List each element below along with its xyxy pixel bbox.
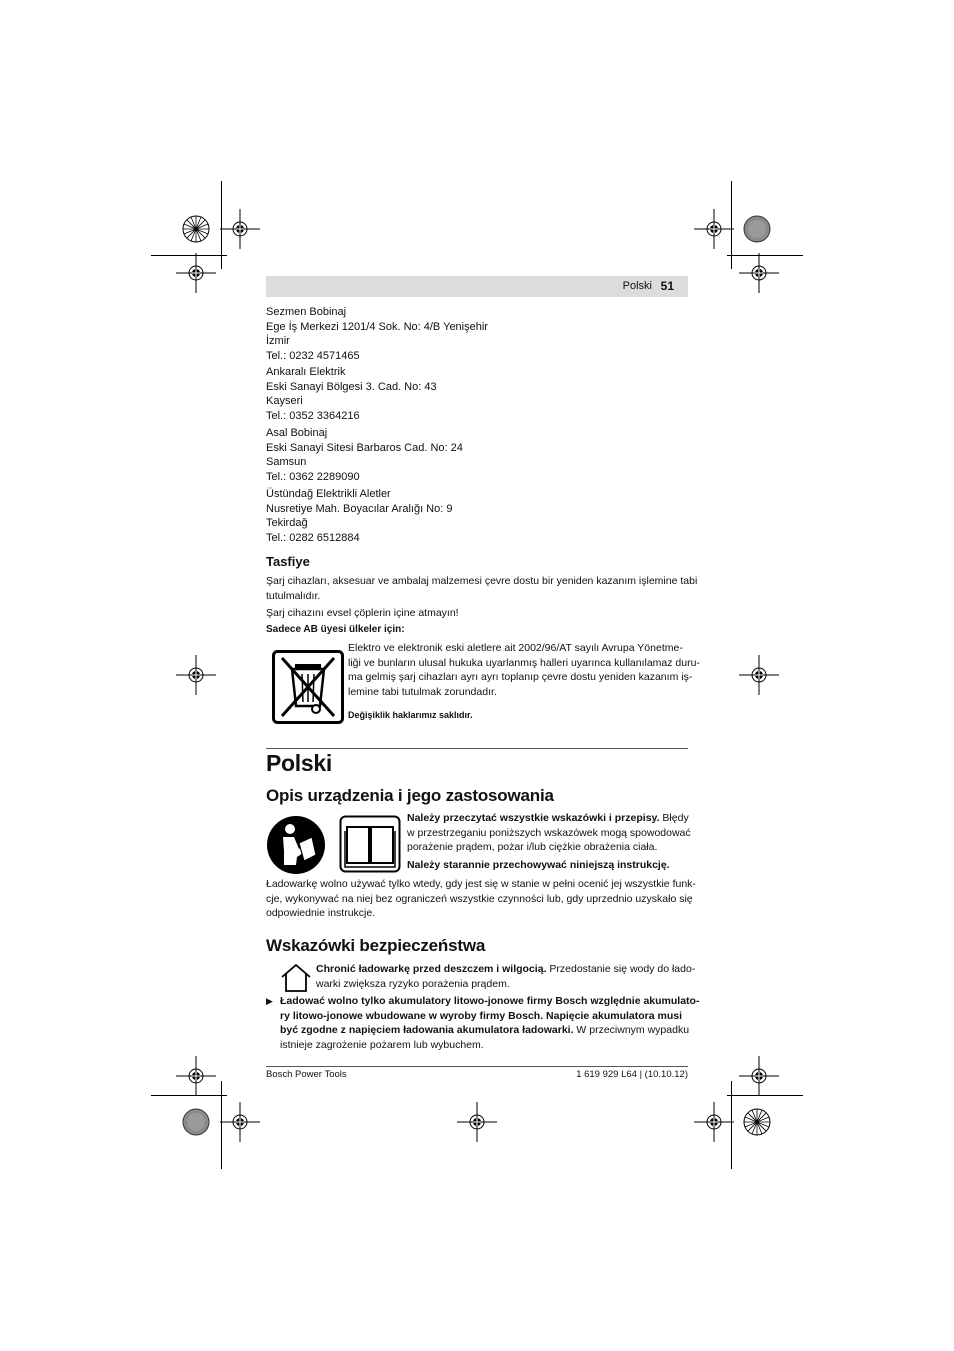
text-line: ry litowo-jonowe wbudowane w wyroby firmy Bosch. Napięcie akumulatora musi xyxy=(280,1009,682,1022)
address-phone: Tel.: 0282 6512884 xyxy=(266,531,360,544)
text-span: Błędy xyxy=(659,812,689,824)
text-line: ma gelmiş şarj cihazları ayrı ayrı toplanıp çevre dostu yeniden kazanım iş- xyxy=(348,671,693,683)
text-line: w przestrzeganiu poniższych wskazówek mogą spowodować xyxy=(407,826,691,839)
address-city: Kayseri xyxy=(266,395,303,407)
text-line: Ładować wolno tylko akumulatory litowo-jonowe firmy Bosch względnie akumulato- xyxy=(280,995,700,1007)
header-language: Polski xyxy=(622,280,652,292)
address-street: Ege İş Merkezi 1201/4 Sok. No: 4/B Yenişehir xyxy=(266,320,488,333)
address-phone: Tel.: 0352 3364216 xyxy=(266,409,360,422)
footer-brand: Bosch Power Tools xyxy=(266,1069,347,1080)
read-instructions-paragraph xyxy=(407,811,689,855)
page-number: 51 xyxy=(660,279,674,293)
address-name: Asal Bobinaj xyxy=(266,427,328,439)
usage-paragraph xyxy=(266,877,696,921)
text-line: Elektro ve elektronik eski aletlere ait 2002/96/AT sayılı Avrupa Yönetme- xyxy=(348,642,683,654)
section-divider xyxy=(266,748,688,749)
page-title: Polski xyxy=(266,750,332,776)
section-heading-description: Opis urządzenia i jego zastosowania xyxy=(266,786,554,805)
manual-book-icon xyxy=(339,815,401,873)
read-manual-icon xyxy=(266,815,326,875)
footer-rule xyxy=(266,1066,688,1067)
text-span: Przedostanie się wody do łado- xyxy=(546,963,696,975)
address-name: Üstündağ Elektrikli Aletler xyxy=(266,488,391,500)
bold-text: być zgodne z napięciem ładowania akumulatora ładowarki. xyxy=(280,1024,574,1036)
address-street: Eski Sanayi Bölgesi 3. Cad. No: 43 xyxy=(266,380,437,393)
page-header xyxy=(266,276,688,297)
text-line: Ładowarkę wolno używać tylko wtedy, gdy jest się w stanie w pełni ocenić jej wszystkie funk- xyxy=(266,878,696,890)
address-city: İzmir xyxy=(266,335,290,347)
text-line: lemine tabi tutulmak zorundadır. xyxy=(348,685,497,698)
address-city: Tekirdağ xyxy=(266,517,308,529)
address-phone: Tel.: 0362 2289090 xyxy=(266,470,360,483)
address-name: Ankaralı Elektrik xyxy=(266,366,346,378)
text-line: warki zwiększa ryzyko porażenia prądem. xyxy=(316,977,510,990)
keep-instructions: Należy starannie przechowywać niniejszą instrukcję. xyxy=(407,859,670,871)
eu-heading: Sadece AB üyesi ülkeler için: xyxy=(266,624,405,635)
tasfiye-paragraph xyxy=(266,574,698,603)
eu-paragraph xyxy=(348,641,700,699)
text-line: istnieje zagrożenie pożarem lub wybuchem. xyxy=(280,1038,484,1051)
text-line: Şarj cihazları, aksesuar ve ambalaj malzemesi çevre dostu bir yeniden kazanım işlemine tabi xyxy=(266,575,698,587)
crossed-out-wheelie-bin-icon xyxy=(272,650,344,724)
bold-text: Chronić ładowarkę przed deszczem i wilgocią. xyxy=(316,963,547,975)
rain-warning xyxy=(316,962,696,991)
bullet-marker: ▶ xyxy=(266,996,273,1006)
address-street: Nusretiye Mah. Boyacılar Aralığı No: 9 xyxy=(266,502,453,515)
bold-text: Należy przeczytać wszystkie wskazówki i przepisy. xyxy=(407,812,660,824)
text-line: porażenie prądem, pożar i/lub ciężkie obrażenia ciała. xyxy=(407,841,658,853)
address-block xyxy=(266,305,686,363)
address-street: Eski Sanayi Sitesi Barbaros Cad. No: 24 xyxy=(266,441,463,454)
tasfiye-warning: Şarj cihazını evsel çöplerin içine atmayın! xyxy=(266,607,459,619)
rights-notice: Değişiklik haklarımız saklıdır. xyxy=(348,710,473,720)
address-phone: Tel.: 0232 4571465 xyxy=(266,349,360,362)
text-line: cje, wykonywać na niej bez ograniczeń wszystkie czynności lub, gdy uprzednio uzyskało się xyxy=(266,892,693,905)
text-line: odpowiednie instrukcje. xyxy=(266,907,376,919)
address-city: Samsun xyxy=(266,456,307,468)
text-line: liği ve bunların ulusal hukuka uyarlanmış halleri uyarınca kullanılamaz duru- xyxy=(348,656,700,669)
address-block xyxy=(266,426,686,484)
address-block xyxy=(266,487,686,545)
indoor-use-house-icon xyxy=(280,963,312,993)
text-span: W przeciwnym wypadku xyxy=(573,1024,690,1036)
battery-warning xyxy=(280,994,700,1052)
address-name: Sezmen Bobinaj xyxy=(266,306,347,318)
section-heading-safety: Wskazówki bezpieczeństwa xyxy=(266,936,486,955)
tasfiye-heading: Tasfiye xyxy=(266,554,310,569)
text-line: tutulmalıdır. xyxy=(266,589,321,602)
address-block xyxy=(266,365,686,423)
footer-doc-number: 1 619 929 L64 | (10.10.12) xyxy=(576,1069,688,1080)
